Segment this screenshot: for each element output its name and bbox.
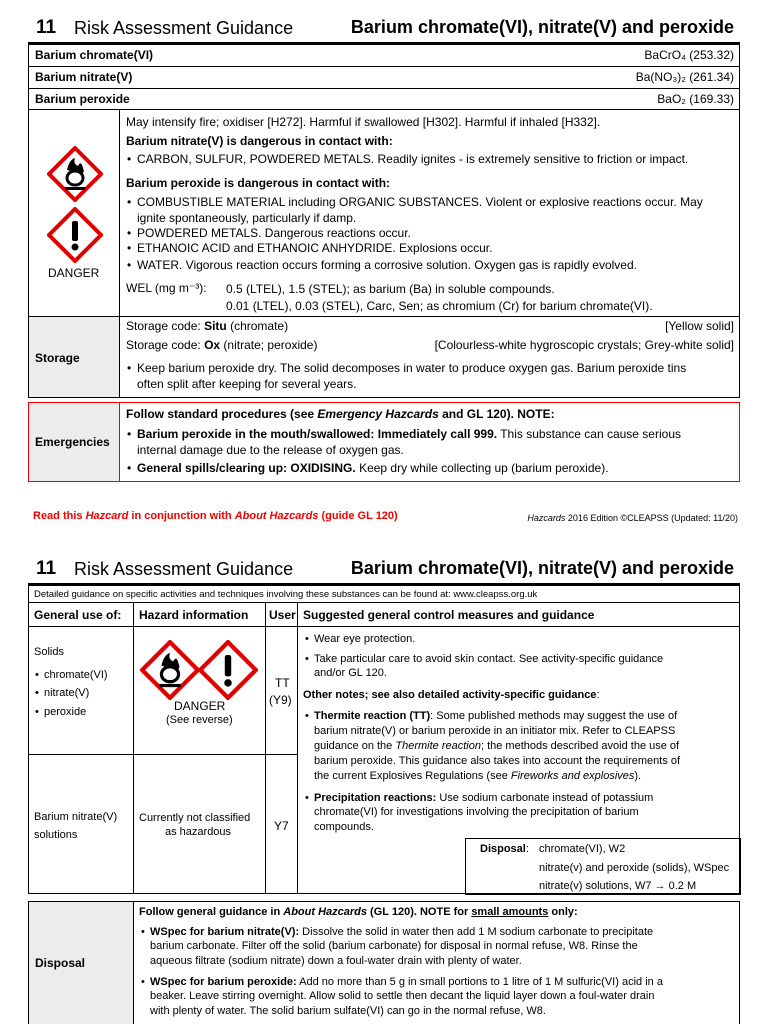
substance-formula: BaCrO₄ (253.32) (644, 48, 734, 62)
hazard-not-classified: Currently not classified (139, 812, 251, 824)
disposal-code: nitrate(v) and peroxide (solids), WSpec (539, 862, 730, 874)
disposal-item: • WSpec for barium peroxide: Add no more than 5 g in small portions to 1 litre of 1 M sulfuric(VI) acid in a (150, 975, 663, 989)
list-item: • POWDERED METALS. Dangerous reactions occur. (137, 226, 411, 241)
header-kind: Risk Assessment Guidance (74, 18, 294, 38)
disposal-item-continued: beaker. Leave stirring overnight. Allow solid to settle then decant the liquid layer down a foul-water drain (150, 990, 655, 1002)
guidance-note-text: Detailed guidance on specific activities and techniques involving these substances can be found at: www.cleapss.org.uk (34, 589, 538, 600)
exclamation-icon (198, 640, 258, 700)
peroxide-heading: Barium peroxide is dangerous in contact with: (126, 176, 391, 190)
col-header-hazard: Hazard information (139, 608, 249, 622)
substance-name: Barium peroxide (35, 92, 130, 106)
use-solutions: Barium nitrate(V) (34, 811, 118, 823)
hazard-statements: May intensify fire; oxidiser [H272]. Harmful if swallowed [H302]. Harmful if inhaled [H332]. (126, 115, 601, 129)
disposal-codes-label: Disposal: (480, 843, 529, 855)
use-solutions: solutions (34, 829, 78, 841)
exclamation-icon (47, 207, 103, 263)
disposal-item-continued: with plenty of water. The solid barium sulfate(VI) can go in the normal refuse, W8. (150, 1005, 546, 1017)
card-number: 11 (36, 17, 57, 38)
use-solids: Solids (34, 646, 64, 658)
emergency-item-continued: internal damage due to the release of oxygen gas. (137, 443, 404, 457)
see-reverse: (See reverse) (166, 714, 233, 726)
storage-label: Storage (35, 351, 80, 365)
measure-item-continued: and/or GL 120. (314, 667, 387, 679)
page-title: Barium chromate(VI), nitrate(V) and peroxide (350, 17, 734, 37)
measure-item: • Take particular care to avoid skin contact. See activity-specific guidance (314, 652, 663, 666)
measure-item-continued: barium nitrate(V) or barium peroxide in an initiator mix. Refer to CLEAPSS (314, 725, 676, 737)
footer-edition: Hazcards 2016 Edition ©CLEAPSS (Updated: 11/20) (527, 513, 738, 523)
measure-item-continued: compounds. (314, 821, 374, 833)
list-item: • COMBUSTIBLE MATERIAL including ORGANIC SUBSTANCES. Violent or explosive reactions occur. May (137, 195, 703, 210)
disposal-label: Disposal (35, 956, 86, 970)
col-header-use: General use of: (34, 608, 122, 622)
user-code: TT (275, 676, 290, 690)
list-item: • nitrate(V) (44, 686, 89, 700)
storage-appearance: [Colourless-white hygroscopic crystals; Grey-white solid] (434, 338, 734, 352)
wel-line: 0.5 (LTEL), 1.5 (STEL); as barium (Ba) in soluble compounds. (226, 282, 555, 296)
substance-name: Barium chromate(VI) (35, 48, 154, 62)
wel-label: WEL (mg m⁻³): (126, 281, 207, 295)
emergency-item: • Barium peroxide in the mouth/swallowed: Immediately call 999. This substance can cause serious (137, 427, 681, 442)
col-header-measures: Suggested general control measures and guidance (303, 608, 595, 622)
measure-item-continued: barium peroxide. This guidance also takes into account the requirements of (314, 755, 681, 767)
danger-word: DANGER (174, 699, 226, 713)
substance-formula: BaO₂ (169.33) (657, 92, 734, 106)
disposal-heading: Follow general guidance in About Hazcards (GL 120). NOTE for small amounts only: (139, 906, 578, 918)
disposal-code: chromate(VI), W2 (539, 843, 626, 855)
measure-item: • Precipitation reactions: Use sodium carbonate instead of potassium (314, 791, 653, 805)
danger-word: DANGER (48, 266, 100, 280)
storage-appearance: [Yellow solid] (665, 319, 734, 333)
measure-item-continued: chromate(VI) for investigations involving the precipitation of barium (314, 806, 639, 818)
storage-code-line: Storage code: Situ (chromate) (126, 319, 289, 333)
list-item: • peroxide (44, 705, 86, 719)
list-item-continued: ignite spontaneously, particularly if damp. (137, 211, 357, 225)
other-notes-heading: Other notes; see also detailed activity-specific guidance: (303, 689, 600, 701)
disposal-item-continued: barium carbonate. Filter off the solid (barium carbonate) for disposal in normal refuse, W8. Rinse the (150, 940, 638, 952)
storage-code-line: Storage code: Ox (nitrate; peroxide) (126, 338, 318, 352)
user-code: Y7 (274, 819, 289, 833)
substance-formula: Ba(NO₃)₂ (261.34) (635, 70, 734, 84)
substance-name: Barium nitrate(V) (35, 70, 133, 84)
measure-item: • Thermite reaction (TT): Some published methods may suggest the use of (314, 709, 677, 723)
list-item: • ETHANOIC ACID and ETHANOIC ANHYDRIDE. Explosions occur. (137, 241, 492, 256)
oxidiser-icon (140, 640, 200, 700)
page-title: Barium chromate(VI), nitrate(V) and peroxide (350, 558, 734, 578)
user-code: (Y9) (269, 693, 292, 707)
emergencies-label: Emergencies (35, 435, 110, 449)
hazard-not-classified: as hazardous (165, 826, 232, 838)
disposal-item: • WSpec for barium nitrate(V): Dissolve the solid in water then add 1 M sodium carbonate to precipitate (150, 925, 653, 939)
list-item: • chromate(VI) (44, 668, 108, 682)
disposal-code: nitrate(v) solutions, W7 → 0.2 M (539, 880, 697, 892)
emergency-item: • General spills/clearing up: OXIDISING. Keep dry while collecting up (barium peroxide). (137, 461, 609, 476)
list-item: • WATER. Vigorous reaction occurs forming a corrosive solution. Oxygen gas is rapidly evolved. (137, 258, 637, 273)
storage-note: • Keep barium peroxide dry. The solid decomposes in water to produce oxygen gas. Barium peroxide tins (137, 361, 686, 376)
nitrate-heading: Barium nitrate(V) is dangerous in contact with: (126, 134, 393, 148)
measure-item-continued: the current Explosives Regulations (see Fireworks and explosives). (314, 770, 642, 782)
measure-item-continued: guidance on the Thermite reaction; the methods described avoid the use of (314, 740, 680, 752)
oxidiser-icon (47, 146, 103, 202)
storage-note-continued: often split after keeping for several years. (137, 377, 357, 391)
footer-note: Read this Hazcard in conjunction with About Hazcards (guide GL 120) (33, 510, 398, 522)
disposal-item-continued: aqueous filtrate (sodium nitrate) down a foul-water drain with plenty of water. (150, 955, 522, 967)
card-number: 11 (36, 558, 57, 579)
wel-line: 0.01 (LTEL), 0.03 (STEL), Carc, Sen; as chromium (Cr) for barium chromate(VI). (226, 299, 653, 313)
col-header-user: User (269, 608, 296, 622)
header-kind: Risk Assessment Guidance (74, 559, 294, 579)
page1-header (28, 16, 740, 44)
list-item: • CARBON, SULFUR, POWDERED METALS. Readily ignites - is extremely sensitive to friction or impact. (137, 152, 688, 167)
page2-header (28, 557, 740, 585)
emergencies-heading: Follow standard procedures (see Emergency Hazcards and GL 120). NOTE: (126, 407, 555, 421)
measure-item: • Wear eye protection. (314, 632, 415, 646)
